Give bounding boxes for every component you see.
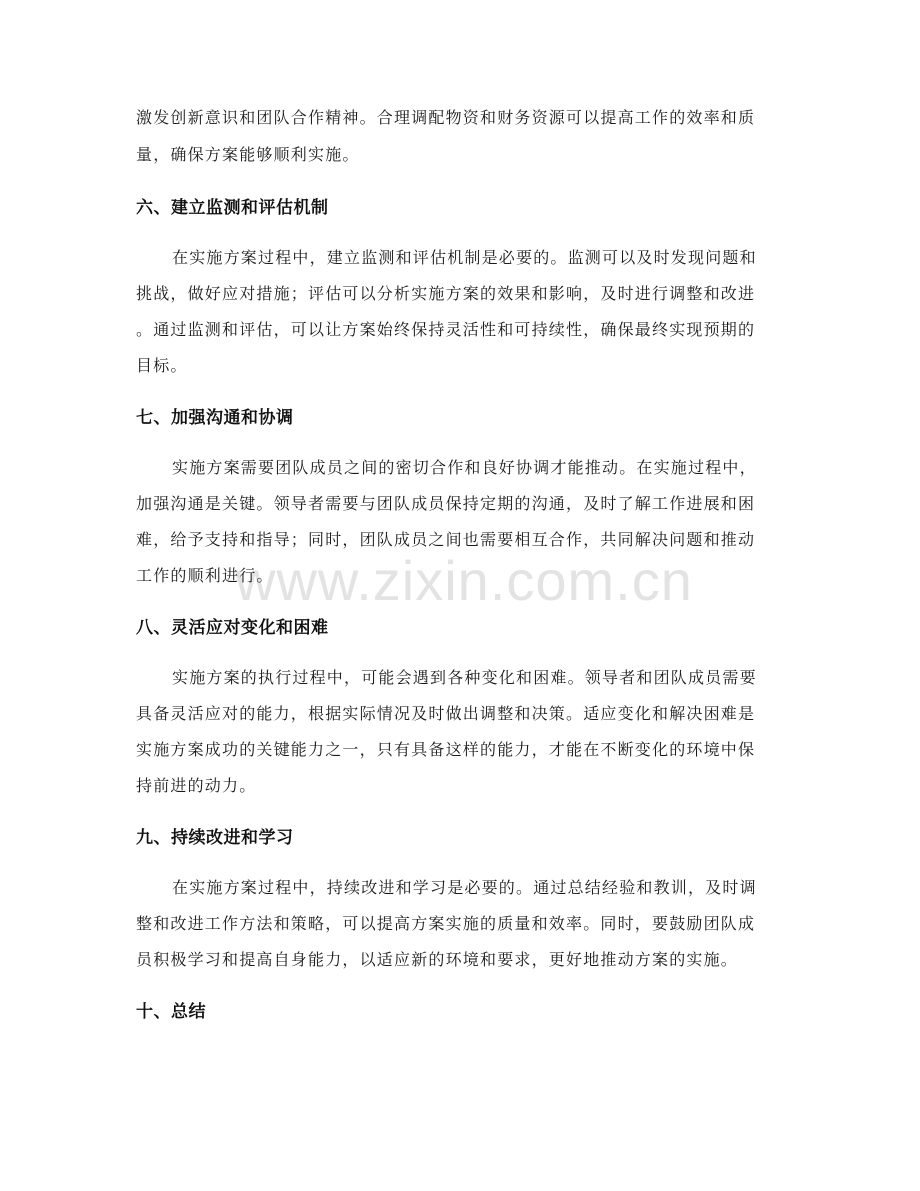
paragraph-line: 在实施方案过程中，建立监测和评估机制是必要的。监测可以及时发现问题和 [172, 248, 757, 267]
section-heading: 九、持续改进和学习 [136, 828, 294, 848]
paragraph-line: 激发创新意识和团队合作精神。合理调配物资和财务资源可以提高工作的效率和质 [136, 108, 756, 127]
paragraph-line: 量，确保方案能够顺利实施。 [136, 145, 360, 164]
paragraph-line: 实施方案成功的关键能力之一，只有具备这样的能力，才能在不断变化的环境中保 [136, 740, 756, 759]
section-heading: 七、加强沟通和协调 [136, 408, 294, 428]
paragraph-line: 挑战，做好应对措施；评估可以分析实施方案的效果和影响，及时进行调整和改进 [136, 284, 756, 303]
paragraph-line: 难，给予支持和指导；同时，团队成员之间也需要相互合作，共同解决问题和推动 [136, 530, 756, 549]
paragraph-line: 实施方案的执行过程中，可能会遇到各种变化和困难。领导者和团队成员需要 [172, 668, 757, 687]
watermark-text: www.zixin.com.cn [235, 549, 693, 612]
paragraph-line: 实施方案需要团队成员之间的密切合作和良好协调才能推动。在实施过程中， [172, 458, 757, 477]
paragraph-line: 加强沟通是关键。领导者需要与团队成员保持定期的沟通，及时了解工作进展和困 [136, 494, 756, 513]
paragraph-line: 整和改进工作方法和策略，可以提高方案实施的质量和效率。同时，要鼓励团队成 [136, 914, 756, 933]
paragraph-line: 工作的顺利进行。 [136, 566, 274, 585]
paragraph-line: 。通过监测和评估，可以让方案始终保持灵活性和可持续性，确保最终实现预期的 [136, 320, 756, 339]
paragraph-line: 在实施方案过程中，持续改进和学习是必要的。通过总结经验和教训，及时调 [172, 878, 757, 897]
paragraph-line: 员积极学习和提高自身能力，以适应新的环境和要求，更好地推动方案的实施。 [136, 950, 739, 969]
paragraph-line: 持前进的动力。 [136, 776, 257, 795]
paragraph-line: 具备灵活应对的能力，根据实际情况及时做出调整和决策。适应变化和解决困难是 [136, 704, 756, 723]
section-heading: 十、总结 [136, 1002, 206, 1022]
paragraph-line: 目标。 [136, 356, 188, 375]
section-heading: 六、建立监测和评估机制 [136, 198, 329, 218]
section-heading: 八、灵活应对变化和困难 [136, 618, 329, 638]
